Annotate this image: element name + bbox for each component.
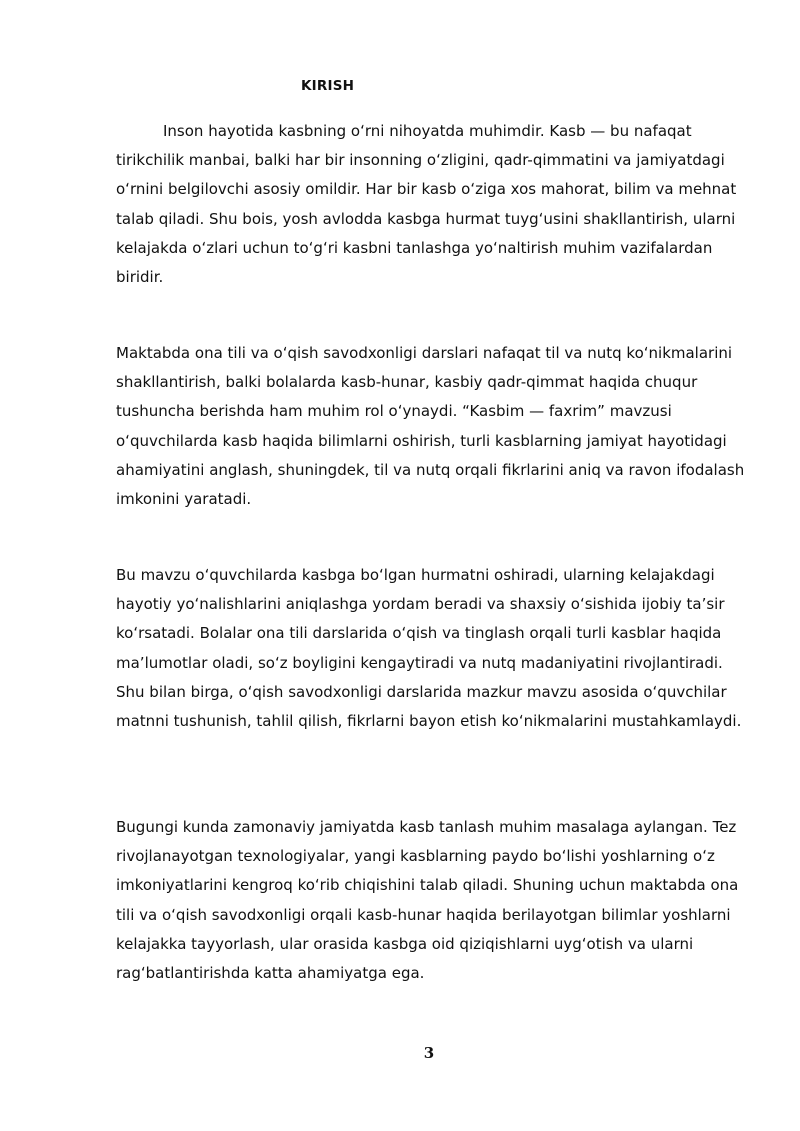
paragraph-3: Bu mavzu oʻquvchilarda kasbga boʻlgan hurmatni oshiradi, ularning kelajakdagi hayotiy yoʻnalishlarini aniqlashga yordam beradi va shaxsiy oʻsishida ijobiy taʼsir koʻrsatadi. Bolalar ona tili darslarida oʻqish va tinglash orqali turli kasblar haqida maʼlumotlar oladi, soʻz boyligini kengaytiradi va nutq madaniyatini rivojlantiradi. Shu bilan birga, oʻqish savodxonligi darslarida mazkur mavzu asosida oʻquvchilar matnni tushunish, tahlil qilish, fikrlarni bayon etish koʻnikmalarini mustahkamlaydi.: [116, 566, 742, 731]
paragraph-4: Bugungi kunda zamonaviy jamiyatda kasb tanlash muhim masalaga aylangan. Tez rivojlanayotgan texnologiyalar, yangi kasblarning paydo boʻlishi yoshlarning oʻz imkoniyatlarini kengroq koʻrib chiqishini talab qiladi. Shuning uchun maktabda ona tili va oʻqish savodxonligi orqali kasb-hunar haqida berilayotgan bilimlar yoshlarni kelajakka tayyorlash, ular orasida kasbga oid qiziqishlarni uygʻotish va ularni ragʻbatlantirishda katta ahamiyatga ega.: [116, 818, 739, 983]
paragraph-2: Maktabda ona tili va oʻqish savodxonligi darslari nafaqat til va nutq koʻnikmalarini shakllantirish, balki bolalarda kasb-hunar, kasbiy qadr-qimmat haqida chuqur tushuncha berishda ham muhim rol oʻynaydi. “Kasbim — faxrim” mavzusi oʻquvchilarda kasb haqida bilimlarni oshirish, turli kasblarning jamiyat hayotidagi ahamiyatini anglash, shuningdek, til va nutq orqali fikrlarini aniq va ravon ifodalash imkonini yaratadi.: [116, 344, 745, 509]
page-number: 3: [423, 1044, 435, 1062]
section-heading: KIRISH: [301, 78, 355, 94]
paragraph-1: Inson hayotida kasbning oʻrni nihoyatda muhimdir. Kasb — bu nafaqat tirikchilik manbai, balki har bir insonning oʻzligini, qadr-qimmatini va jamiyatdagi oʻrnini belgilovchi asosiy omildir. Har bir kasb oʻziga xos mahorat, bilim va mehnat talab qiladi. Shu bois, yosh avlodda kasbga hurmat tuygʻusini shakllantirish, ularni kelajakda oʻzlari uchun toʻgʻri kasbni tanlashga yoʻnaltirish muhim vazifalardan biridir.: [116, 122, 737, 287]
